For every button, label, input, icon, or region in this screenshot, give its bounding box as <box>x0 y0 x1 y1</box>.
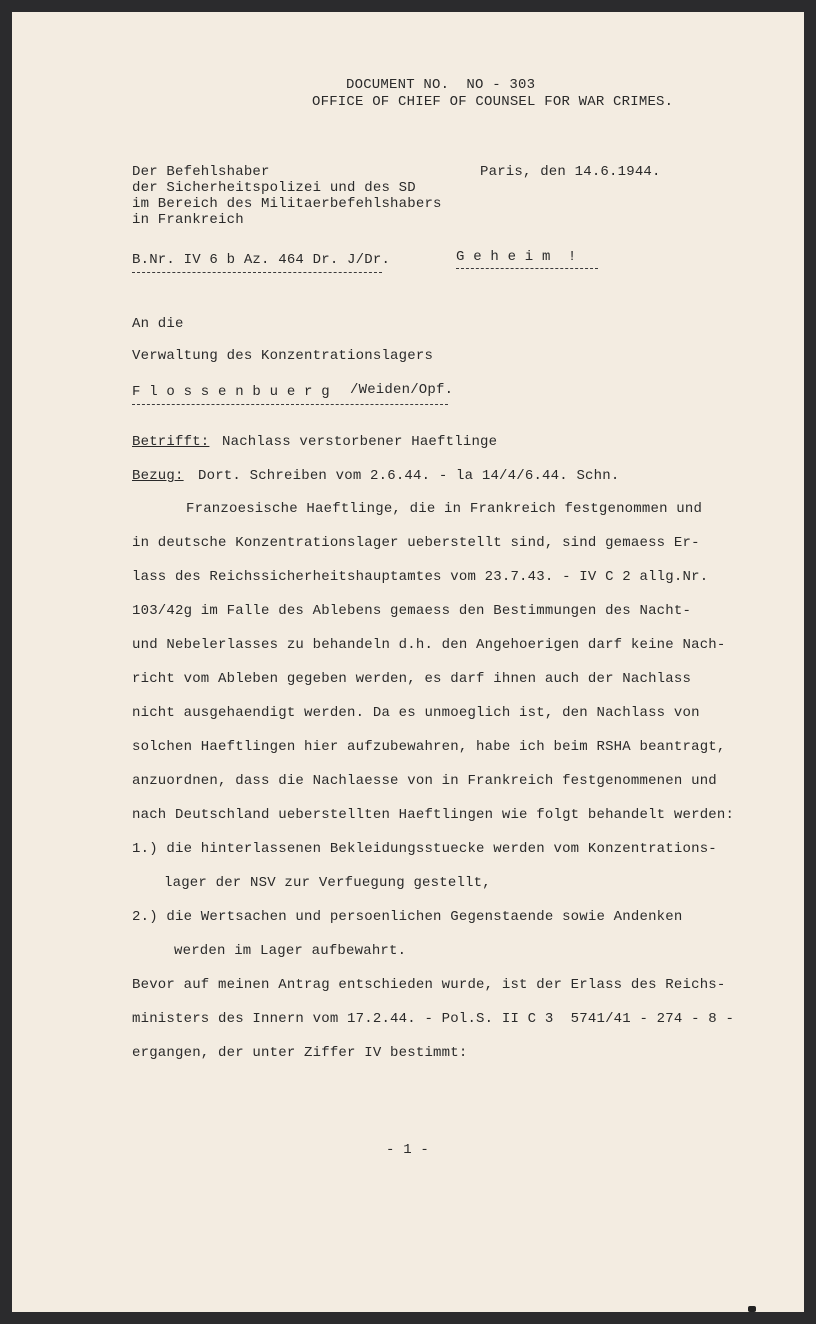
body-line-15: Bevor auf meinen Antrag entschieden wurde, ist der Erlass des Reichs- <box>132 977 726 993</box>
sender-line-2: der Sicherheitspolizei und des SD <box>132 180 416 196</box>
body-line-17: ergangen, der unter Ziffer IV bestimmt: <box>132 1045 468 1061</box>
recipient-underline <box>132 404 448 405</box>
sender-line-1: Der Befehlshaber <box>132 164 270 180</box>
sender-line-4: in Frankreich <box>132 212 244 228</box>
body-line-4: 103/42g im Falle des Ablebens gemaess den Bestimmungen des Nacht- <box>132 603 692 619</box>
body-line-9: anzuordnen, dass die Nachlaesse von in Frankreich festgenommenen und <box>132 773 717 789</box>
recipient-camp: F l o s s e n b u e r g <box>132 384 330 400</box>
document-page <box>12 12 804 1312</box>
body-line-8: solchen Haeftlingen hier aufzubewahren, habe ich beim RSHA beantragt, <box>132 739 726 755</box>
document-number: DOCUMENT NO. NO - 303 <box>346 77 536 93</box>
recipient-line-2: Verwaltung des Konzentrationslagers <box>132 348 434 364</box>
body-line-5: und Nebelerlasses zu behandeln d.h. den Angehoerigen darf keine Nach- <box>132 637 726 653</box>
list-item-1-continued: lager der NSV zur Verfuegung gestellt, <box>164 875 491 891</box>
reference-number: B.Nr. IV 6 b Az. 464 Dr. J/Dr. <box>132 252 391 268</box>
body-line-1: Franzoesische Haeftlinge, die in Frankreich festgenommen und <box>186 501 703 517</box>
list-item-1: 1.) die hinterlassenen Bekleidungsstuecke werden vom Konzentrations- <box>132 841 717 857</box>
sender-line-3: im Bereich des Militaerbefehlshabers <box>132 196 442 212</box>
body-line-3: lass des Reichssicherheitshauptamtes vom 23.7.43. - IV C 2 allg.Nr. <box>132 569 709 585</box>
list-item-2: 2.) die Wertsachen und persoenlichen Gegenstaende sowie Andenken <box>132 909 683 925</box>
body-line-7: nicht ausgehaendigt werden. Da es unmoeglich ist, den Nachlass von <box>132 705 700 721</box>
office-title: OFFICE OF CHIEF OF COUNSEL FOR WAR CRIMES. <box>312 94 674 110</box>
body-line-6: richt vom Ableben gegeben werden, es darf ihnen auch der Nachlass <box>132 671 692 687</box>
classification-label: G e h e i m ! <box>456 249 577 265</box>
reference-label: Bezug: <box>132 468 184 484</box>
classification-underline <box>456 268 598 269</box>
body-line-10: nach Deutschland ueberstellten Haeftlingen wie folgt behandelt werden: <box>132 807 735 823</box>
reference-text: Dort. Schreiben vom 2.6.44. - la 14/4/6.44. Schn. <box>198 468 620 484</box>
subject-label: Betrifft: <box>132 434 210 450</box>
paper-mark <box>748 1306 756 1312</box>
recipient-line-1: An die <box>132 316 184 332</box>
subject-text: Nachlass verstorbener Haeftlinge <box>222 434 498 450</box>
reference-underline <box>132 272 382 273</box>
list-item-2-continued: werden im Lager aufbewahrt. <box>174 943 407 959</box>
page-number: - 1 - <box>386 1142 430 1158</box>
recipient-location: /Weiden/Opf. <box>350 382 454 398</box>
body-line-16: ministers des Innern vom 17.2.44. - Pol.S. II C 3 5741/41 - 274 - 8 - <box>132 1011 735 1027</box>
place-date: Paris, den 14.6.1944. <box>480 164 661 180</box>
body-line-2: in deutsche Konzentrationslager ueberstellt sind, sind gemaess Er- <box>132 535 700 551</box>
